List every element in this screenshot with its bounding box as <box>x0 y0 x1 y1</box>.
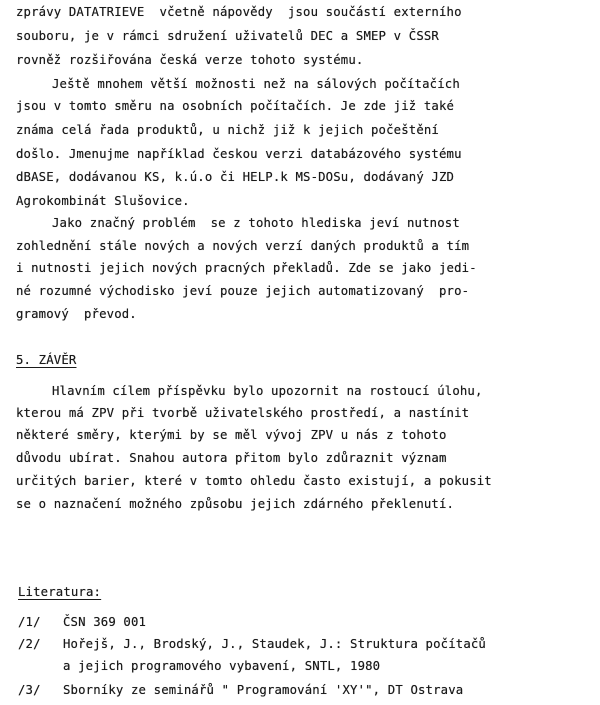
text-line: známa celá řada produktů, u nichž již k jejich počeštění <box>16 123 439 137</box>
text-line: rovněž rozšiřována česká verze tohoto systému. <box>16 53 364 67</box>
text-line: jsou v tomto směru na osobních počítačích. Je zde již také <box>16 99 455 113</box>
text-line: některé směry, kterými by se měl vývoj ZPV u nás z tohoto <box>16 428 447 442</box>
text-line: Agrokombinát Slušovice. <box>16 194 190 208</box>
text-line: Jako značný problém se z tohoto hlediska jeví nutnost <box>52 216 460 230</box>
text-line: dBASE, dodávanou KS, k.ú.o či HELP.k MS-DOSu, dodávaný JZD <box>16 170 455 184</box>
text-line: zprávy DATATRIEVE včetně nápovědy jsou součástí externího <box>16 5 462 19</box>
reference-text: ČSN 369 001 <box>63 615 147 629</box>
text-line: gramový převod. <box>16 307 137 321</box>
text-line: né rozumné východisko jeví pouze jejich automatizovaný pro- <box>16 284 470 298</box>
literature-heading: Literatura: <box>18 585 102 599</box>
text-line: určitých barier, které v tomto ohledu často existují, a pokusit <box>16 474 492 488</box>
reference-text: a jejich programového vybavení, SNTL, 1980 <box>63 659 381 673</box>
reference-text: Hořejš, J., Brodský, J., Staudek, J.: Struktura počítačů <box>63 637 486 651</box>
text-line: Hlavním cílem příspěvku bylo upozornit na rostoucí úlohu, <box>52 384 483 398</box>
text-line: se o naznačení možného způsobu jejich zdárného překlenutí. <box>16 497 455 511</box>
text-line: Ještě mnohem větší možnosti než na sálových počítačích <box>52 77 460 91</box>
reference-number: /3/ <box>18 683 41 697</box>
text-line: i nutnosti jejich nových pracných překladů. Zde se jako jedi- <box>16 261 477 275</box>
text-line: zohlednění stále nových a nových verzí daných produktů a tím <box>16 239 470 253</box>
reference-text: Sborníky ze seminářů " Programování 'XY'", DT Ostrava <box>63 683 464 697</box>
section-heading: 5. ZÁVĚR <box>16 353 77 367</box>
text-line: kterou má ZPV při tvorbě uživatelského prostředí, a nastínit <box>16 406 470 420</box>
text-line: došlo. Jmenujme například českou verzi databázového systému <box>16 147 462 161</box>
text-line: důvodu ubírat. Snahou autora přitom bylo zdůraznit význam <box>16 451 447 465</box>
reference-number: /2/ <box>18 637 41 651</box>
text-line: souboru, je v rámci sdružení uživatelů DEC a SMEP v ČSSR <box>16 29 439 43</box>
reference-number: /1/ <box>18 615 41 629</box>
